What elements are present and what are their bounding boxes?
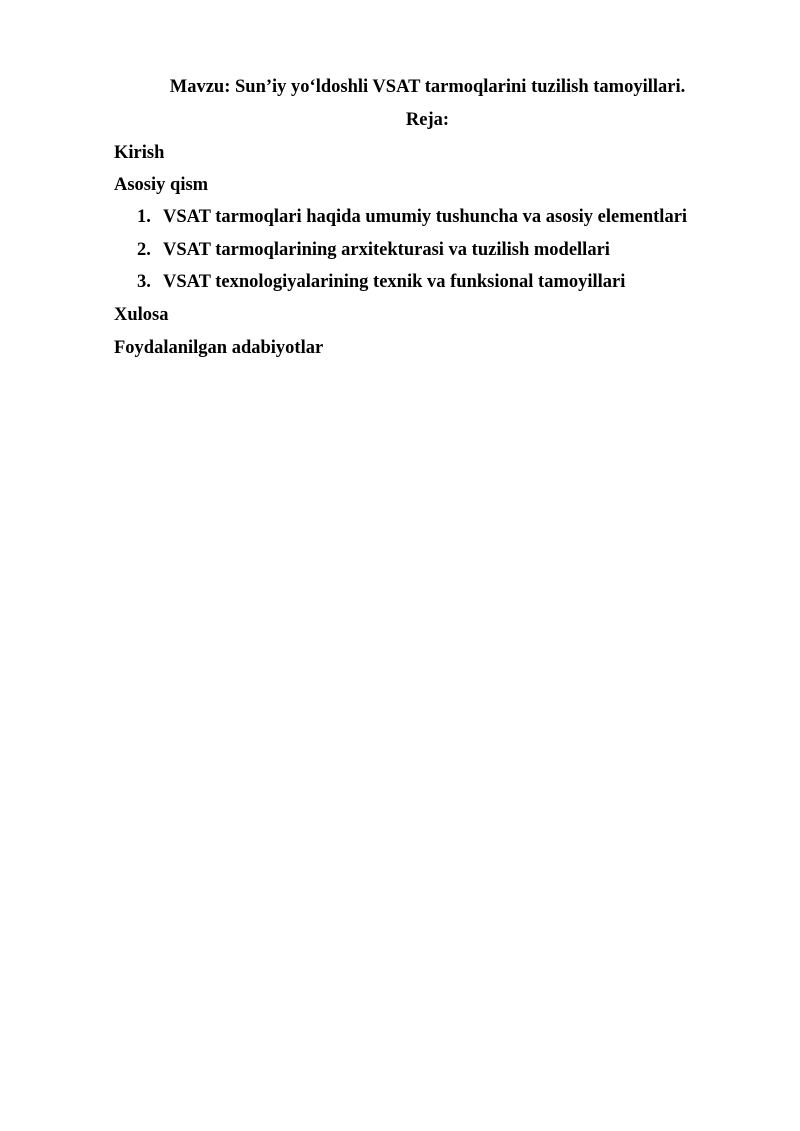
plan-heading: Reja: [405, 110, 450, 130]
list-item-text: VSAT tarmoqlari haqida umumiy tushuncha va asosiy elementlari [163, 207, 688, 227]
list-item-number: 3. [137, 272, 151, 292]
list-item [137, 239, 610, 261]
section-references: Foydalanilgan adabiyotlar [114, 338, 324, 358]
section-conclusion: Xulosa [114, 305, 169, 325]
document-title: Mavzu: Sun’iy yo‘ldoshli VSAT tarmoqlarini tuzilish tamoyillari. [169, 77, 686, 97]
section-main-part: Asosiy qism [114, 175, 209, 195]
list-item [137, 206, 687, 228]
section-introduction: Kirish [114, 143, 165, 163]
list-item-text: VSAT texnologiyalarining texnik va funksional tamoyillari [163, 272, 626, 292]
list-item-number: 2. [137, 240, 151, 260]
list-item-text: VSAT tarmoqlarining arxitekturasi va tuzilish modellari [163, 240, 610, 260]
list-item-number: 1. [137, 207, 151, 227]
list-item [137, 271, 625, 293]
